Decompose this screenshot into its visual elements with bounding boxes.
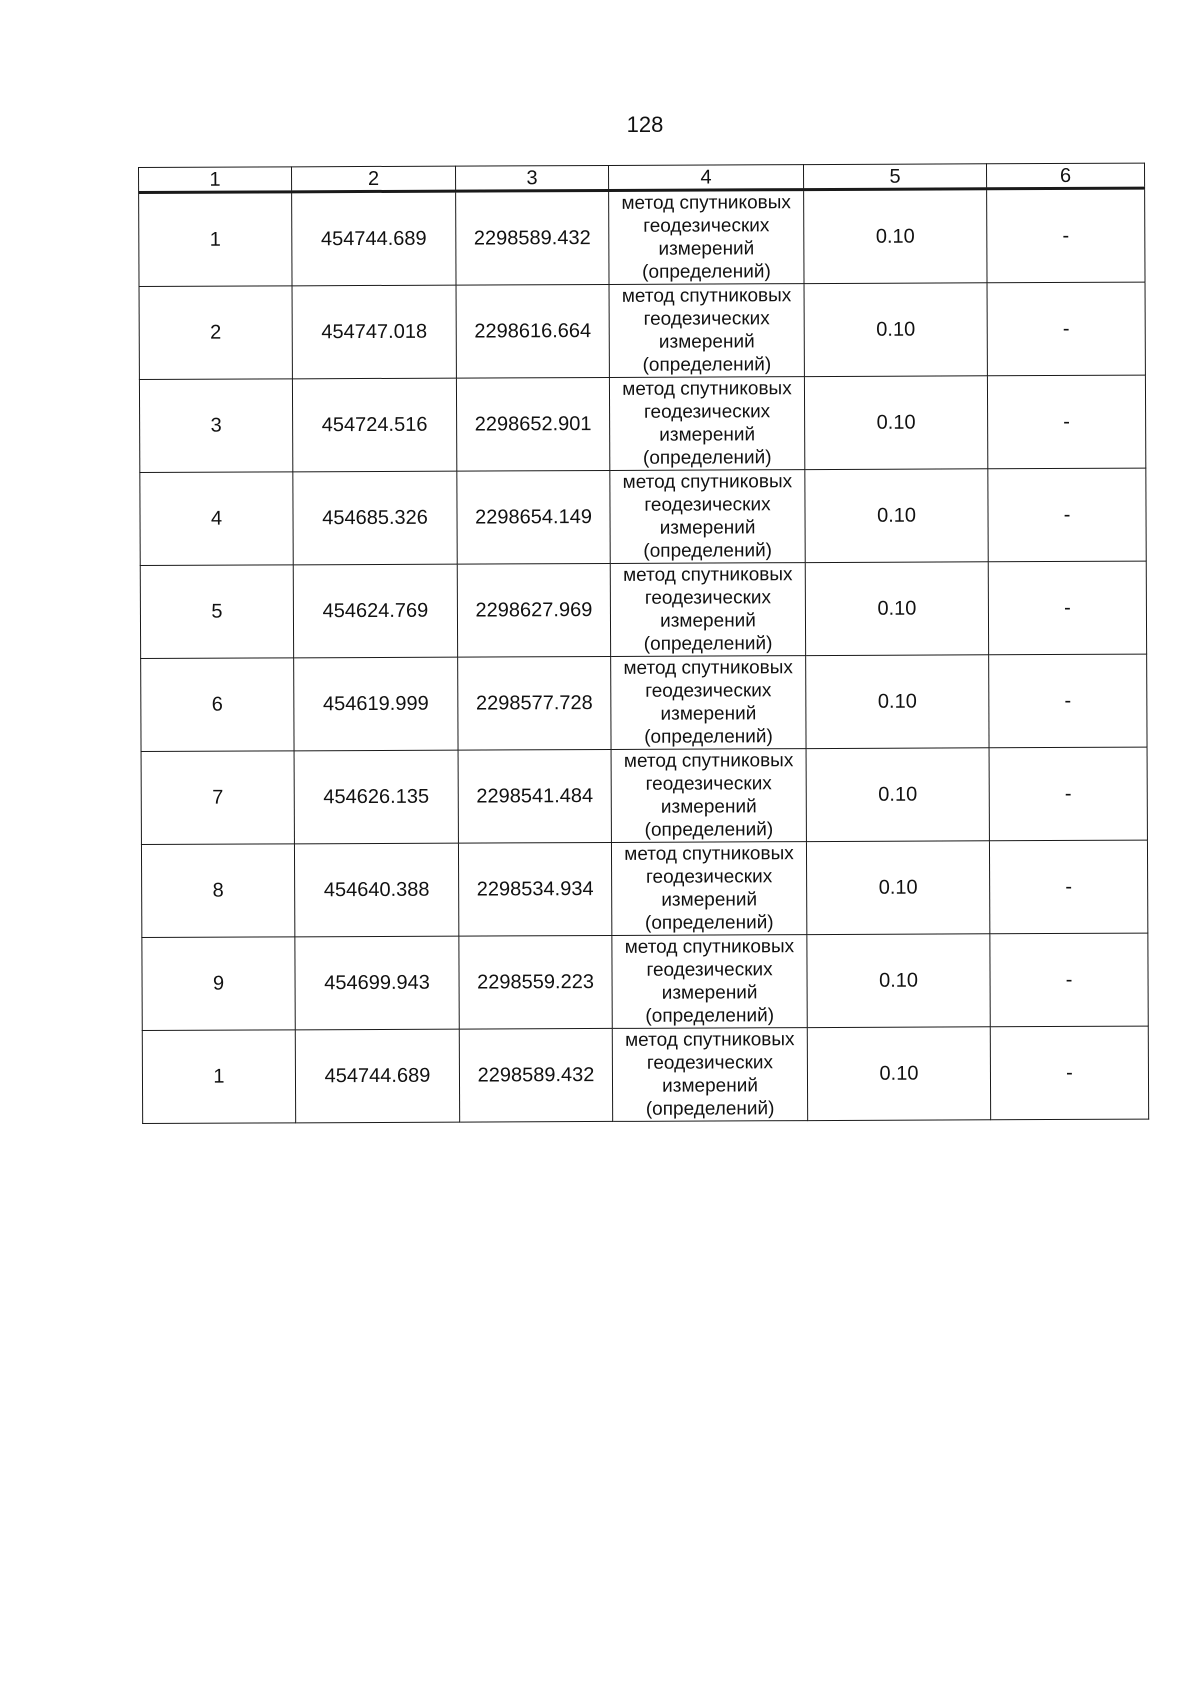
y-coordinate-cell: 2298652.901: [456, 377, 609, 471]
method-text-line: метод спутниковых: [624, 843, 794, 865]
table-row: [142, 933, 1148, 1030]
table-row: [141, 840, 1147, 937]
method-text-line: геодезических: [645, 866, 773, 888]
method-cell: [611, 842, 806, 936]
method-text-line: измерений: [662, 1075, 758, 1097]
accuracy-cell: 0.10: [806, 841, 989, 935]
x-coordinate-cell: 454626.135: [294, 750, 458, 844]
y-coordinate-cell: 2298654.149: [457, 470, 610, 564]
column-header: 5: [803, 164, 986, 190]
x-coordinate-cell: 454744.689: [295, 1029, 459, 1123]
method-cell: [609, 284, 804, 378]
method-text-line: (определений): [642, 354, 772, 376]
accuracy-cell: 0.10: [804, 189, 987, 284]
method-text-line: (определений): [642, 447, 772, 469]
point-number-cell: 9: [142, 937, 295, 1031]
method-text-line: метод спутниковых: [621, 192, 791, 214]
method-text-line: метод спутниковых: [621, 285, 792, 307]
y-coordinate-cell: 2298577.728: [458, 656, 611, 750]
method-text-line: (определений): [644, 912, 774, 934]
point-number-cell: 5: [140, 565, 293, 659]
table-row: [139, 375, 1145, 472]
column-header: 6: [986, 163, 1144, 189]
coordinates-table: [138, 163, 1149, 1124]
accuracy-cell: 0.10: [805, 562, 988, 656]
method-text-line: геодезических: [646, 1052, 774, 1074]
x-coordinate-cell: 454685.326: [293, 471, 457, 565]
method-text-line: геодезических: [645, 680, 772, 702]
y-coordinate-cell: 2298541.484: [458, 749, 611, 843]
method-cell: [610, 470, 805, 564]
point-number-cell: 1: [142, 1030, 295, 1124]
method-text-line: геодезических: [643, 215, 770, 237]
table-row: [139, 282, 1145, 379]
x-coordinate-cell: 454640.388: [294, 843, 458, 937]
x-coordinate-cell: 454624.769: [293, 564, 457, 658]
column-header: 1: [139, 167, 292, 193]
y-coordinate-cell: 2298559.223: [459, 935, 612, 1029]
x-coordinate-cell: 454619.999: [294, 657, 458, 751]
point-number-cell: 1: [139, 192, 292, 287]
accuracy-cell: 0.10: [807, 1027, 990, 1121]
x-coordinate-cell: 454744.689: [292, 191, 456, 286]
note-cell: -: [988, 561, 1146, 655]
table-row: [140, 468, 1146, 565]
method-cell: [609, 190, 804, 285]
note-cell: -: [989, 747, 1147, 841]
x-coordinate-cell: 454724.516: [292, 378, 456, 472]
table-row: [141, 654, 1147, 751]
y-coordinate-cell: 2298627.969: [457, 563, 610, 657]
method-text-line: (определений): [645, 1005, 775, 1027]
y-coordinate-cell: 2298616.664: [456, 284, 609, 378]
column-header: 4: [608, 165, 803, 191]
method-cell: [611, 656, 806, 750]
point-number-cell: 8: [141, 844, 294, 938]
note-cell: -: [987, 188, 1145, 283]
x-coordinate-cell: 454747.018: [292, 285, 456, 379]
note-cell: -: [990, 933, 1148, 1027]
note-cell: -: [987, 282, 1145, 376]
point-number-cell: 4: [140, 472, 293, 566]
method-text-line: измерений: [661, 982, 758, 1004]
accuracy-cell: 0.10: [806, 748, 989, 842]
method-text-line: измерений: [659, 424, 756, 446]
method-text-line: (определений): [642, 261, 771, 283]
accuracy-cell: 0.10: [807, 934, 990, 1028]
method-text-line: геодезических: [645, 773, 772, 795]
accuracy-cell: 0.10: [805, 469, 988, 563]
table-row: [139, 188, 1145, 286]
y-coordinate-cell: 2298534.934: [458, 842, 611, 936]
method-cell: [612, 935, 807, 1029]
method-text-line: измерений: [658, 238, 755, 260]
method-text-line: измерений: [660, 703, 757, 725]
method-text-line: (определений): [644, 726, 773, 748]
point-number-cell: 2: [139, 286, 292, 380]
method-text-line: (определений): [643, 540, 773, 562]
x-coordinate-cell: 454699.943: [295, 936, 459, 1030]
accuracy-cell: 0.10: [806, 655, 989, 749]
method-text-line: измерений: [659, 517, 756, 539]
method-cell: [612, 1028, 807, 1122]
method-text-line: метод спутниковых: [623, 564, 793, 586]
table-row: [140, 561, 1146, 658]
method-text-line: метод спутниковых: [625, 1029, 795, 1051]
column-header: 2: [292, 166, 456, 192]
note-cell: -: [989, 840, 1147, 934]
method-text-line: геодезических: [646, 959, 773, 981]
method-text-line: геодезических: [643, 308, 770, 330]
method-cell: [609, 377, 804, 471]
method-text-line: измерений: [658, 331, 755, 353]
y-coordinate-cell: 2298589.432: [459, 1028, 612, 1122]
method-text-line: геодезических: [643, 401, 771, 423]
method-text-line: метод спутниковых: [623, 657, 793, 679]
method-text-line: метод спутниковых: [624, 936, 795, 958]
method-text-line: геодезических: [644, 587, 772, 609]
accuracy-cell: 0.10: [804, 283, 987, 377]
method-text-line: (определений): [643, 633, 773, 655]
page-number: 128: [626, 112, 664, 137]
table-row: [142, 1026, 1148, 1123]
table-row: [141, 747, 1147, 844]
column-header: 3: [455, 165, 608, 191]
method-text-line: метод спутниковых: [623, 750, 794, 772]
method-text-line: измерений: [661, 889, 758, 911]
method-text-line: геодезических: [644, 494, 771, 516]
method-text-line: метод спутниковых: [622, 471, 793, 493]
method-text-line: измерений: [660, 796, 757, 818]
y-coordinate-cell: 2298589.432: [456, 190, 609, 285]
accuracy-cell: 0.10: [804, 376, 987, 470]
note-cell: -: [989, 654, 1147, 748]
method-text-line: измерений: [660, 610, 756, 632]
method-text-line: (определений): [644, 819, 774, 841]
point-number-cell: 7: [141, 751, 294, 845]
note-cell: -: [988, 468, 1146, 562]
note-cell: -: [987, 375, 1145, 469]
point-number-cell: 6: [141, 658, 294, 752]
method-cell: [610, 563, 805, 657]
method-cell: [611, 749, 806, 843]
method-text-line: (определений): [645, 1098, 775, 1120]
method-text-line: метод спутниковых: [622, 378, 792, 400]
point-number-cell: 3: [139, 379, 292, 473]
note-cell: -: [990, 1026, 1148, 1120]
